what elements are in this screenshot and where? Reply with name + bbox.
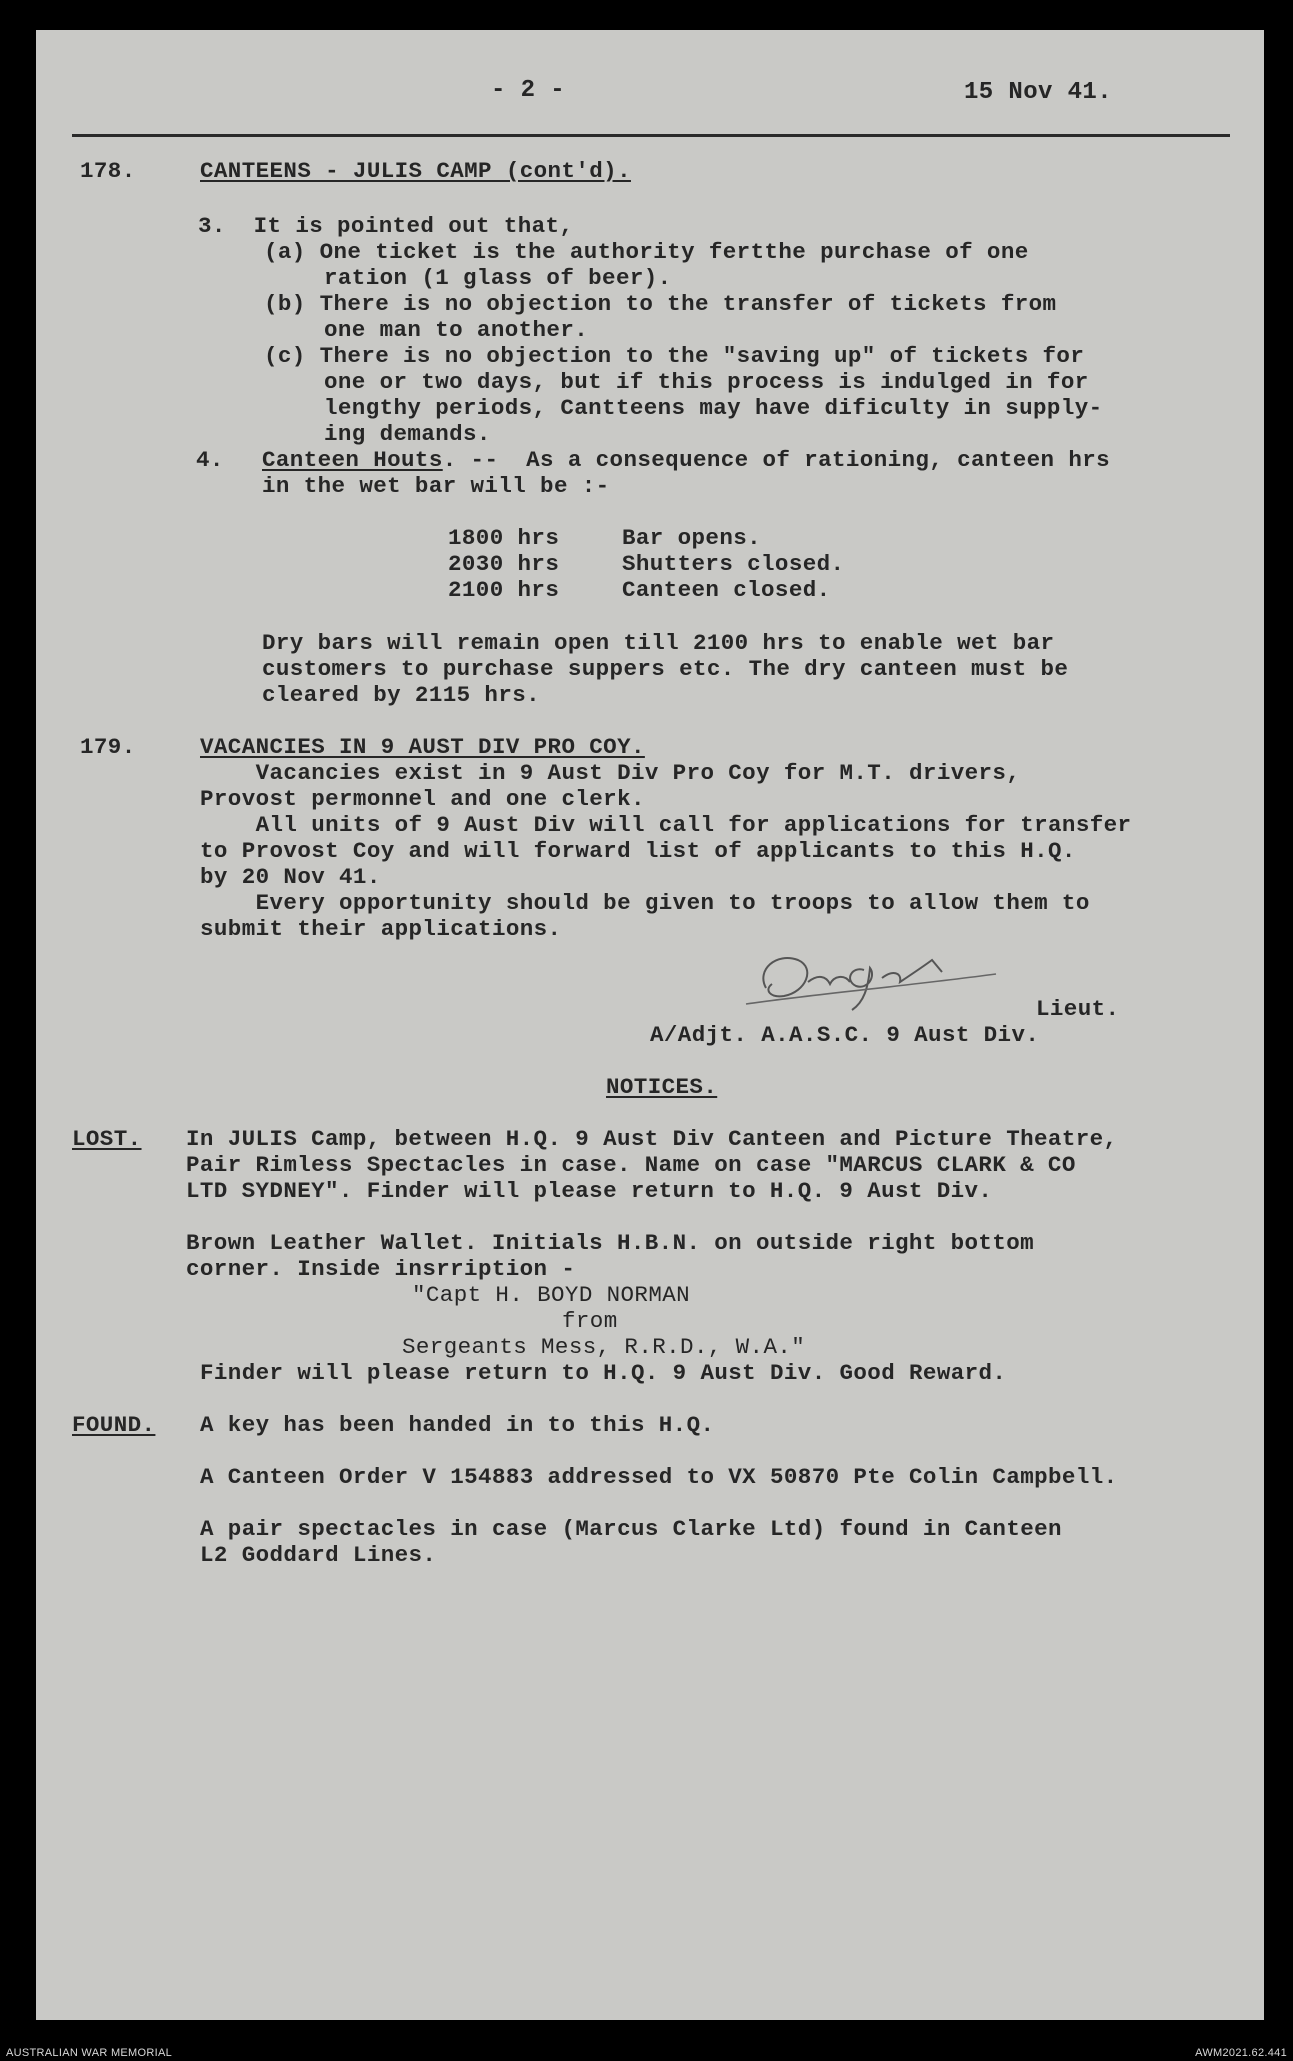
schedule-event: Bar opens. [622,525,762,551]
footer-caption-left: AUSTRALIAN WAR MEMORIAL [6,2047,173,2059]
schedule-time: 1800 hrs [448,525,560,551]
schedule-event: Shutters closed. [622,551,845,577]
para-3-line: 3. It is pointed out that, [198,213,574,239]
para-3-line: lengthy periods, Cantteens may have dificulty in supply- [324,395,1103,421]
inscription-line: Sergeants Mess, R.R.D., W.A." [402,1334,806,1360]
schedule-event: Canteen closed. [622,577,831,603]
para-4-line: in the wet bar will be :- [262,473,610,499]
lost-line: Pair Rimless Spectacles in case. Name on case "MARCUS CLARK & CO [186,1152,1076,1178]
item-179-line: by 20 Nov 41. [200,864,381,890]
document-date: 15 Nov 41. [964,79,1113,106]
found-label: FOUND. [72,1412,156,1438]
dry-bars-line: cleared by 2115 hrs. [262,682,541,708]
item-179-line: submit their applications. [200,916,562,942]
dry-bars-line: customers to purchase suppers etc. The dry canteen must be [262,656,1069,682]
item-178-title: CANTEENS - JULIS CAMP (cont'd). [200,158,631,184]
notices-heading: NOTICES. [606,1074,718,1100]
para-4-text [262,447,1110,473]
found-spectacles-line: L2 Goddard Lines. [200,1542,437,1568]
found-key: A key has been handed in to this H.Q. [200,1412,715,1438]
para-3-line: one or two days, but if this process is indulged in for [324,369,1089,395]
found-order: A Canteen Order V 154883 addressed to VX 50870 Pte Colin Campbell. [200,1464,1118,1490]
signature-rank: Lieut. [1036,996,1120,1022]
footer-caption-right: AWM2021.62.441 [1195,2047,1287,2059]
para-3-line: (b) There is no objection to the transfer of tickets from [264,291,1057,317]
item-179-line: Provost permonnel and one clerk. [200,786,645,812]
wallet-line: corner. Inside insrription - [186,1256,576,1282]
wallet-end: Finder will please return to H.Q. 9 Aust Div. Good Reward. [200,1360,1007,1386]
para-4-number: 4. [196,447,224,473]
schedule-time: 2100 hrs [448,577,560,603]
para-3-line: (c) There is no objection to the "saving up" of tickets for [264,343,1085,369]
item-179-title: VACANCIES IN 9 AUST DIV PRO COY. [200,734,645,760]
para-3-line: ration (1 glass of beer). [324,265,672,291]
schedule-time: 2030 hrs [448,551,560,577]
signature-appointment: A/Adjt. A.A.S.C. 9 Aust Div. [650,1022,1040,1048]
lost-line: LTD SYDNEY". Finder will please return to H.Q. 9 Aust Div. [186,1178,993,1204]
para-3-line: one man to another. [324,317,589,343]
item-179-line: to Provost Coy and will forward list of applicants to this H.Q. [200,838,1076,864]
para-3-line: (a) One ticket is the authority fertthe purchase of one [264,239,1029,265]
item-179-line: Vacancies exist in 9 Aust Div Pro Coy for M.T. drivers, [200,760,1021,786]
para-3-line: ing demands. [324,421,491,447]
dry-bars-line: Dry bars will remain open till 2100 hrs to enable wet bar [262,630,1055,656]
para-4-rest: . -- As a consequence of rationing, canteen hrs [442,447,1111,473]
item-179-number: 179. [80,734,136,760]
found-spectacles-line: A pair spectacles in case (Marcus Clarke Ltd) found in Canteen [200,1516,1062,1542]
inscription-line: from [562,1308,618,1334]
handwritten-signature [736,930,1036,1020]
document-page [36,30,1264,2020]
page-number: - 2 - [491,77,566,104]
inscription-line: "Capt H. BOYD NORMAN [412,1282,691,1308]
lost-label: LOST. [72,1126,142,1152]
wallet-line: Brown Leather Wallet. Initials H.B.N. on outside right bottom [186,1230,1035,1256]
lost-line: In JULIS Camp, between H.Q. 9 Aust Div Canteen and Picture Theatre, [186,1126,1118,1152]
item-179-line: Every opportunity should be given to troops to allow them to [200,890,1090,916]
para-4-title: Canteen Houts [262,447,443,473]
item-179-line: All units of 9 Aust Div will call for applications for transfer [200,812,1132,838]
header-rule [72,134,1230,137]
item-178-number: 178. [80,158,136,184]
